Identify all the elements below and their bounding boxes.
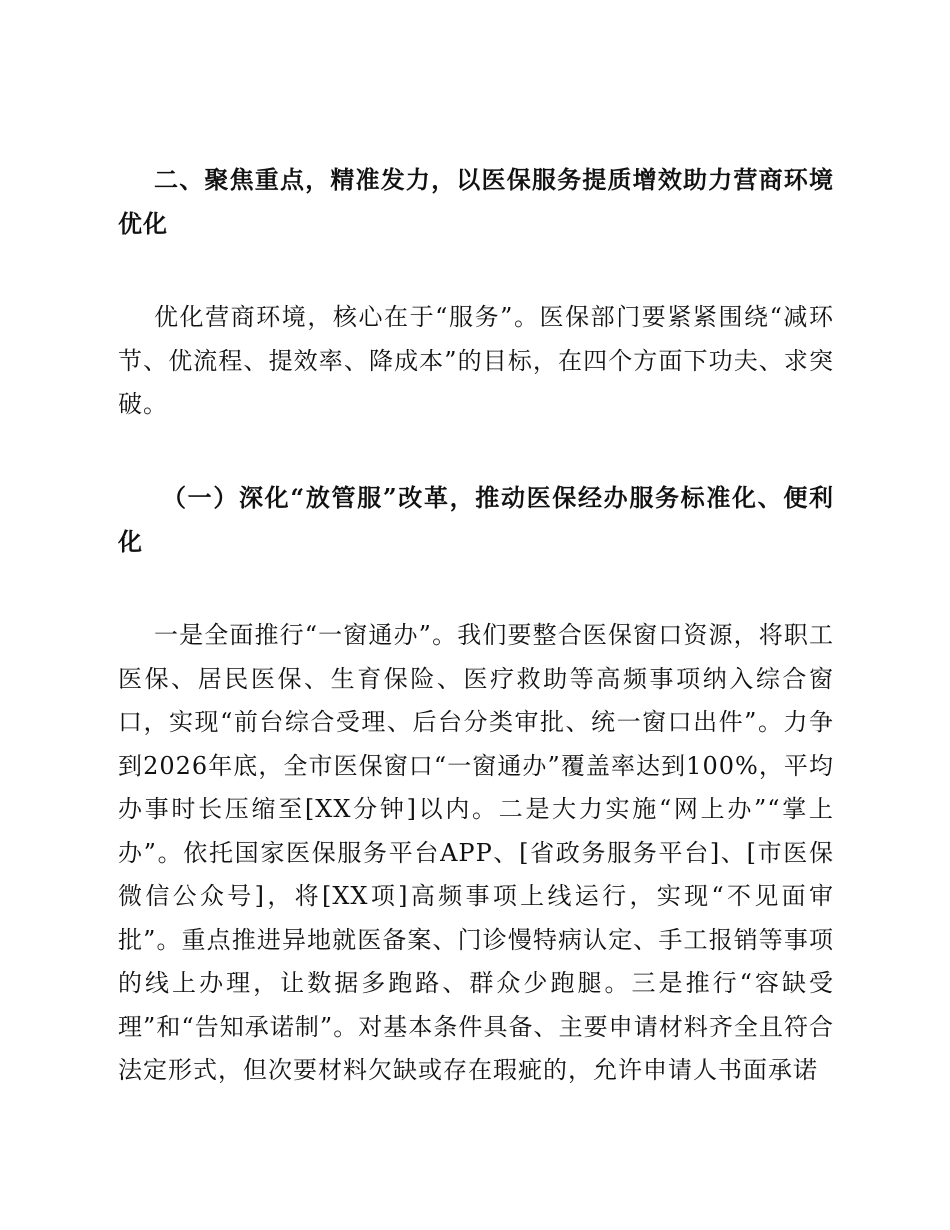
body-paragraph: 一是全面推行“一窗通办”。我们要整合医保窗口资源，将职工医保、居民医保、生育保险、医疗救助等高频事项纳入综合窗口，实现“前台综合受理、后台分类审批、统一窗口出件”。力争到2026年底，全市医保窗口“一窗通办”覆盖率达到100%，平均办事时长压缩至[XX分钟]以内。二是大力实施“网上办”“掌上办”。依托国家医保服务平台APP、[省政务服务平台]、[市医保微信公众号]，将[XX项]高频事项上线运行，实现“不见面审批”。重点推进异地就医备案、门诊慢特病认定、手工报销等事项的线上办理，让数据多跑路、群众少跑腿。三是推行“容缺受理”和“告知承诺制”。对基本条件具备、主要申请材料齐全且符合法定形式，但次要材料欠缺或存在瑕疵的，允许申请人书面承诺 — [118, 621, 834, 1084]
intro-paragraph: 优化营商环境，核心在于“服务”。医保部门要紧紧围绕“减环节、优流程、提效率、降成本”的目标，在四个方面下功夫、求突破。 — [118, 303, 834, 418]
subsection-heading: （一）深化“放管服”改革，推动医保经办服务标准化、便利化 — [118, 483, 834, 556]
section-heading: 二、聚焦重点，精准发力，以医保服务提质增效助力营商环境优化 — [118, 165, 834, 238]
